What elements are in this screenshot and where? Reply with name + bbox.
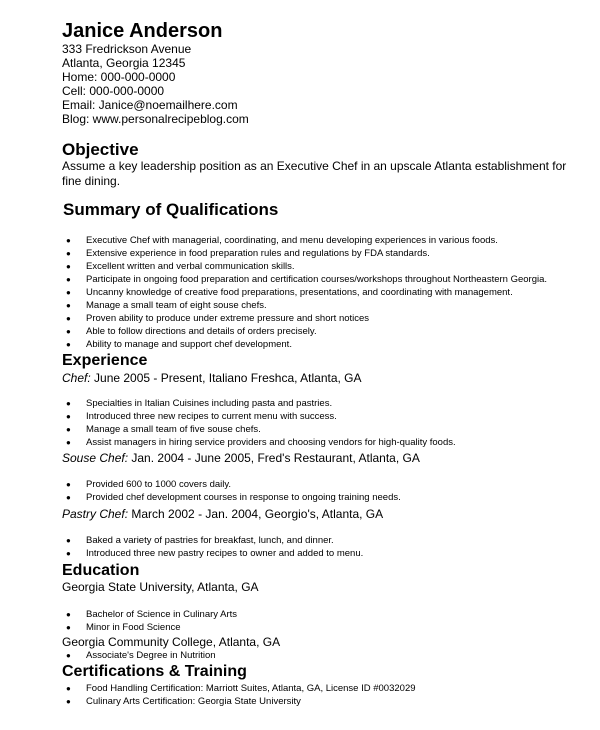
list-item: ● Manage a small team of eight souse chefs. bbox=[66, 300, 267, 311]
job-line: Souse Chef: Jan. 2004 - June 2005, Fred's Restaurant, Atlanta, GA bbox=[62, 451, 420, 465]
list-item: ● Participate in ongoing food preparation and certification courses/workshops throughout Northeastern Georgia. bbox=[66, 274, 548, 285]
bullet-icon: ● bbox=[66, 549, 71, 558]
list-item: ● Provided chef development courses in response to ongoing training needs. bbox=[66, 492, 401, 503]
email: Email: Janice@noemailhere.com bbox=[62, 98, 238, 112]
objective-text: Assume a key leadership position as an Executive Chef in an upscale Atlanta establishment for fine dining. bbox=[62, 159, 567, 188]
certifications-heading: Certifications & Training bbox=[62, 663, 247, 680]
list-item: ● Uncanny knowledge of creative food preparations, presentations, and coordinating with management. bbox=[66, 287, 513, 298]
list-item: ● Excellent written and verbal communication skills. bbox=[66, 261, 295, 272]
bullet-icon: ● bbox=[66, 536, 71, 545]
education-heading: Education bbox=[62, 562, 140, 579]
list-item: ● Extensive experience in food preparation rules and regulations by FDA standards. bbox=[66, 248, 430, 259]
list-item: ● Assist managers in hiring service providers and choosing vendors for high-quality foods. bbox=[66, 437, 456, 448]
list-item: ● Food Handling Certification: Marriott Suites, Atlanta, GA, License ID #0032029 bbox=[66, 683, 416, 694]
list-item: ● Ability to manage and support chef development. bbox=[66, 339, 292, 350]
list-item: ● Bachelor of Science in Culinary Arts bbox=[66, 609, 238, 620]
experience-heading: Experience bbox=[62, 352, 148, 369]
cell-phone: Cell: 000-000-0000 bbox=[62, 84, 165, 98]
address-line-1: 333 Fredrickson Avenue bbox=[62, 42, 192, 56]
list-item: ● Associate's Degree in Nutrition bbox=[66, 650, 216, 661]
bullet-icon: ● bbox=[66, 610, 71, 619]
list-item: ● Able to follow directions and details of orders precisely. bbox=[66, 326, 317, 337]
list-item: ● Introduced three new recipes to current menu with success. bbox=[66, 411, 337, 422]
bullet-icon: ● bbox=[66, 236, 71, 245]
bullet-icon: ● bbox=[66, 697, 71, 706]
bullet-icon: ● bbox=[66, 684, 71, 693]
applicant-name: Janice Anderson bbox=[62, 20, 223, 42]
bullet-icon: ● bbox=[66, 493, 71, 502]
bullet-icon: ● bbox=[66, 651, 71, 660]
blog: Blog: www.personalrecipeblog.com bbox=[62, 112, 249, 126]
list-item: ● Introduced three new pastry recipes to owner and added to menu. bbox=[66, 548, 364, 559]
school-name: Georgia Community College, Atlanta, GA bbox=[62, 635, 281, 649]
bullet-icon: ● bbox=[66, 623, 71, 632]
list-item: ● Culinary Arts Certification: Georgia State University bbox=[66, 696, 301, 707]
list-item: ● Executive Chef with managerial, coordinating, and menu developing experiences in various foods. bbox=[66, 235, 498, 246]
list-item: ● Proven ability to produce under extreme pressure and short notices bbox=[66, 313, 370, 324]
bullet-icon: ● bbox=[66, 425, 71, 434]
bullet-icon: ● bbox=[66, 275, 71, 284]
school-name: Georgia State University, Atlanta, GA bbox=[62, 580, 259, 594]
job-line: Pastry Chef: March 2002 - Jan. 2004, Georgio's, Atlanta, GA bbox=[62, 507, 384, 521]
objective-heading: Objective bbox=[62, 140, 139, 159]
bullet-icon: ● bbox=[66, 327, 71, 336]
bullet-icon: ● bbox=[66, 399, 71, 408]
bullet-icon: ● bbox=[66, 288, 71, 297]
qualifications-heading: Summary of Qualifications bbox=[63, 200, 279, 219]
bullet-icon: ● bbox=[66, 262, 71, 271]
home-phone: Home: 000-000-0000 bbox=[62, 70, 176, 84]
bullet-icon: ● bbox=[66, 340, 71, 349]
bullet-icon: ● bbox=[66, 249, 71, 258]
bullet-icon: ● bbox=[66, 314, 71, 323]
bullet-icon: ● bbox=[66, 480, 71, 489]
bullet-icon: ● bbox=[66, 438, 71, 447]
list-item: ● Manage a small team of five souse chefs. bbox=[66, 424, 261, 435]
bullet-icon: ● bbox=[66, 301, 71, 310]
address-line-2: Atlanta, Georgia 12345 bbox=[62, 56, 186, 70]
job-line: Chef: June 2005 - Present, Italiano Freshca, Atlanta, GA bbox=[62, 371, 362, 385]
list-item: ● Specialties in Italian Cuisines including pasta and pastries. bbox=[66, 398, 333, 409]
list-item: ● Minor in Food Science bbox=[66, 622, 181, 633]
bullet-icon: ● bbox=[66, 412, 71, 421]
list-item: ● Baked a variety of pastries for breakfast, lunch, and dinner. bbox=[66, 535, 334, 546]
list-item: ● Provided 600 to 1000 covers daily. bbox=[66, 479, 232, 490]
